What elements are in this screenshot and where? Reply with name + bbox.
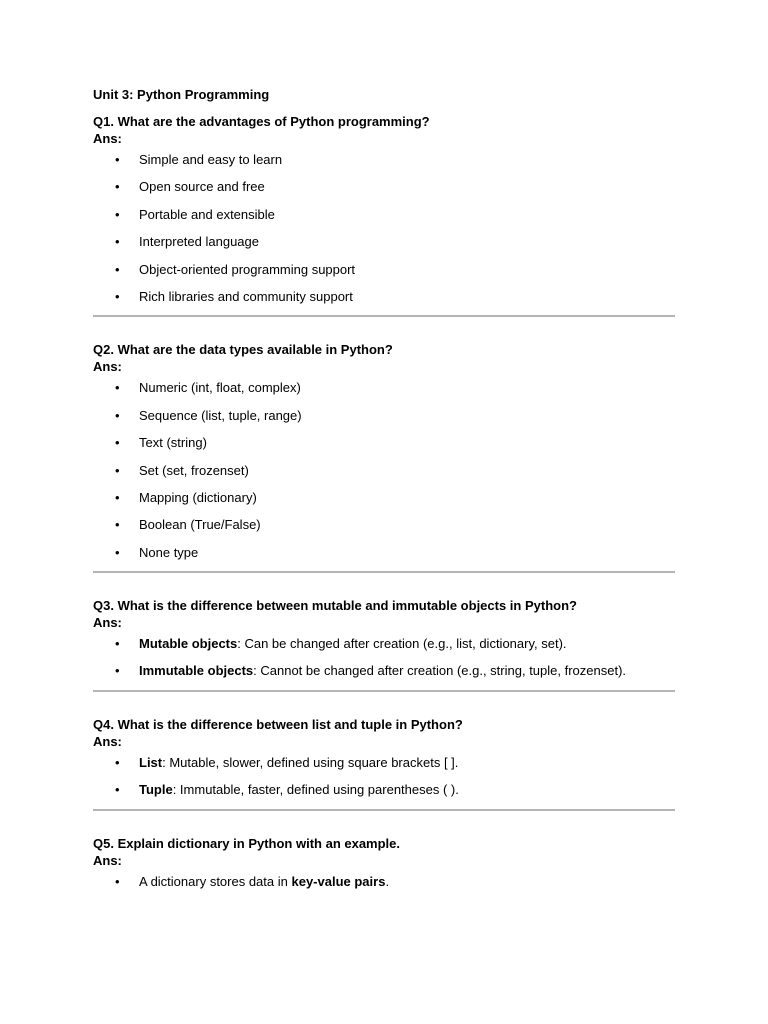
item-text: Numeric (int, float, complex) [139,380,301,396]
answer-label: Ans: [93,359,122,375]
answer-label: Ans: [93,852,122,868]
list-item [93,462,675,479]
list-item [93,178,675,195]
answer-list [93,635,675,679]
answer-label: Ans: [93,733,122,749]
bullet-icon: • [115,517,120,533]
item-text: Text (string) [139,435,207,451]
bullet-icon: • [115,663,120,679]
bullet-icon: • [115,179,120,195]
item-text: Interpreted language [139,234,259,250]
list-item [93,662,675,679]
answer-list [93,379,675,560]
list-item [93,407,675,424]
answer-label: Ans: [93,131,122,146]
item-term: Mutable objects [139,636,238,652]
unit-title: Unit 3: Python Programming [93,87,270,102]
item-text: : Cannot be changed after creation (e.g., string, tuple, frozenset). [253,663,627,679]
list-item [93,379,675,396]
item-text: Set (set, frozenset) [139,462,249,478]
bullet-icon: • [115,754,120,770]
bullet-icon: • [115,873,120,889]
answer-label: Ans: [93,615,122,631]
question-heading: Q4. What is the difference between list and tuple in Python? [93,716,463,732]
bullet-icon: • [115,407,120,423]
question-heading: Q5. Explain dictionary in Python with an example. [93,835,401,851]
document-page [93,86,675,900]
bullet-icon: • [115,782,120,798]
list-item [93,288,675,305]
list-item [93,544,675,561]
list-item [93,754,675,771]
item-text: Object-oriented programming support [139,261,356,277]
item-text: None type [139,544,199,560]
list-item [93,233,675,250]
bullet-icon: • [115,489,120,505]
list-item [93,489,675,506]
item-text: Simple and easy to learn [139,152,283,167]
section-divider [93,809,675,811]
item-text: Sequence (list, tuple, range) [139,407,302,423]
bullet-icon: • [115,288,120,304]
item-text: : Mutable, slower, defined using square brackets [ ]. [162,754,459,770]
item-term: Immutable objects [139,663,254,679]
item-term: List [139,754,163,770]
item-tail: . [385,873,390,889]
bullet-icon: • [115,636,120,652]
section-divider [93,315,675,317]
question-heading: Q3. What is the difference between mutable and immutable objects in Python? [93,598,577,614]
qa-sections [93,113,675,890]
list-item [93,781,675,798]
item-text: : Immutable, faster, defined using parentheses ( ). [172,782,459,798]
item-text: Mapping (dictionary) [139,489,257,505]
bullet-icon: • [115,462,120,478]
list-item [93,206,675,223]
bullet-icon: • [115,234,120,250]
item-text: : Can be changed after creation (e.g., list, dictionary, set). [237,636,567,652]
section-divider [93,690,675,692]
list-item [93,261,675,278]
bullet-icon: • [115,380,120,396]
section-divider [93,571,675,573]
item-text: A dictionary stores data in [139,873,292,889]
item-text: Boolean (True/False) [139,517,261,533]
item-term: Tuple [139,782,173,798]
question-heading: Q2. What are the data types available in Python? [93,342,393,358]
answer-list [93,151,675,305]
list-item [93,151,675,168]
item-text: Open source and free [139,179,265,195]
item-text: Rich libraries and community support [139,288,353,304]
answer-list [93,873,675,890]
list-item [93,873,675,890]
answer-list [93,754,675,798]
bullet-icon: • [115,544,120,560]
question-heading: Q1. What are the advantages of Python programming? [93,114,430,129]
list-item [93,434,675,451]
bullet-icon: • [115,206,120,222]
bullet-icon: • [115,435,120,451]
bullet-icon: • [115,261,120,277]
bullet-icon: • [115,152,120,167]
list-item [93,516,675,533]
item-emphasis: key-value pairs [291,873,386,889]
list-item [93,635,675,652]
item-text: Portable and extensible [139,206,275,222]
